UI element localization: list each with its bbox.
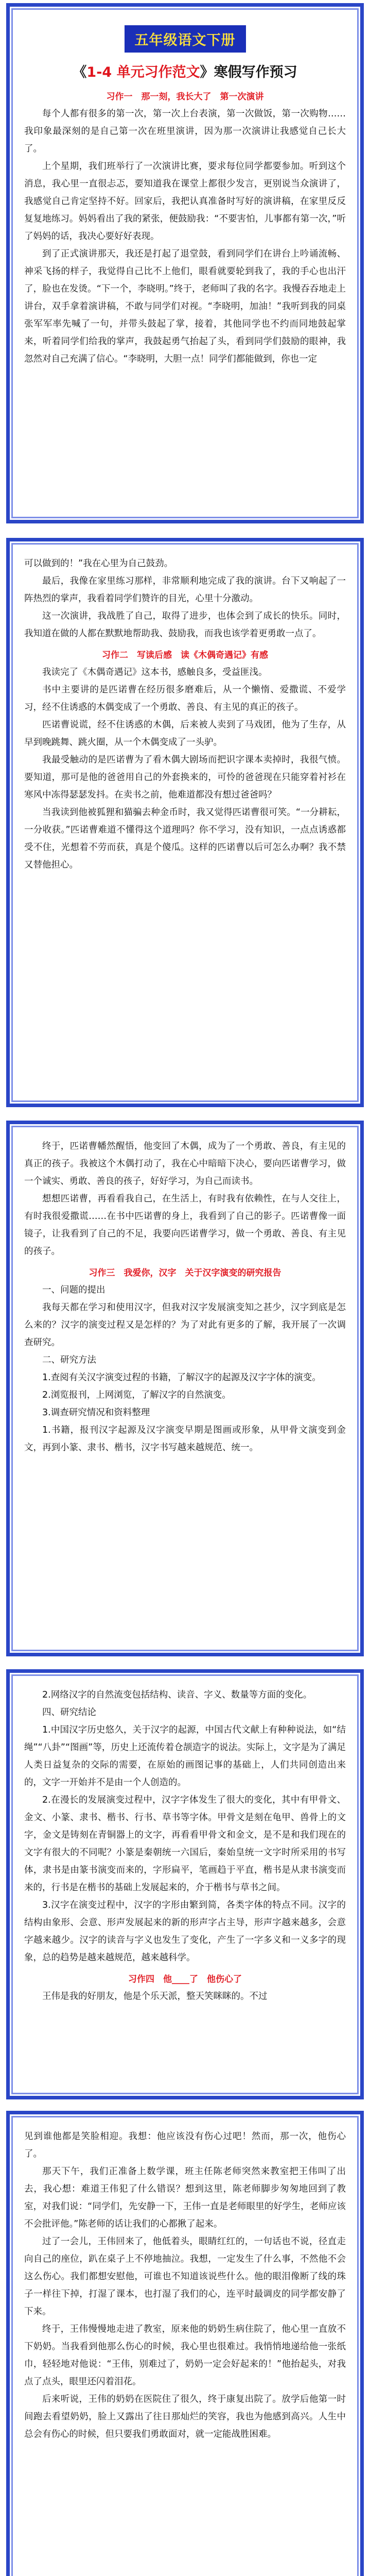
- paragraph: 匹诺曹说谎，经不住诱惑的木偶，后来被人卖到了马戏团，他为了生存，从早到晚跳舞、跳火圈，从一个木偶变成了一头驴。: [24, 720, 346, 748]
- paragraph: 当我读到他被狐狸和猫骗去种金币时，我又觉得匹诺曹很可笑。“一分耕耘，一分收获。”匹诺曹难道不懂得这个道理吗？你不学习，没有知识，一点点诱惑都受不住，光想着不劳而获，真是个傻瓜。这样的匹诺曹以后可怎么办啊？我不禁又替他担心。: [24, 807, 346, 870]
- essay-1-heading: 习作一 那一刻，我长大了 第一次演讲: [106, 92, 264, 102]
- essay-4-heading: 习作四 他____了 他伤心了: [128, 1974, 242, 1985]
- paragraph: 那天下午，我们正准备上数学课，班主任陈老师突然来教室把王伟叫了出去，我心想：难道王伟犯了什么错误？想到这里，陈老师脚步匆匆地回到了教室，对我们说：“同学们，先安静一下，王伟一直是老师眼里的好学生，老师应该不会批评他。”陈老师的话让我们的心都揪了起来。: [24, 2166, 346, 2229]
- paragraph: 上个星期，我们班举行了一次演讲比赛，要求每位同学都要参加。听到这个消息，我心里一直很忐忑，要知道我在课堂上都很少发言，更别说当众演讲了，我感觉自己肯定坚持不好。回家后，我把认真准备时写好的演讲稿，在家里反反复复地练习。妈妈看出了我的紧张，便鼓励我：“不要害怕，儿事都有第一次，”听了妈妈的话，我决心要好好表现。: [24, 161, 346, 242]
- paragraph: 后来听说，王伟的奶奶在医院住了很久，终于康复出院了。放学后他第一时间跑去看望奶奶，脸上又露出了往日那灿烂的笑容，我也为他感到高兴。人生中总会有伤心的时候，但只要我们勇敢面对，就一定能战胜困难。: [24, 2394, 346, 2439]
- section-heading: 四、研究结论: [42, 1707, 96, 1718]
- paragraph: 我每天都在学习和使用汉字，但我对汉字发展演变知之甚少，汉字到底是怎么来的？汉字的演变过程又是怎样的？为了对此有更多的了解，我开展了一次调查研究。: [24, 1302, 346, 1348]
- grade-banner: 五年级语文下册: [125, 25, 246, 53]
- paragraph: 到了正式演讲那天，我还是打起了退堂鼓，看到同学们在讲台上吟诵流畅、神采飞扬的样子，我觉得自己比不上他们，眼看就要轮到我了，我的手心也出汗了，脸也在发烫。“下一个，李晓明。”终于，老师叫了我的名字。我慢吞吞地走上讲台，双手拿着演讲稿，不敢与同学们对视。“李晓明，加油！”我听到我的同桌张军军率先喊了一句，并带头鼓起了掌，接着，其他同学也不约而同地鼓起掌来，听着同学们给我的掌声，我鼓起勇气抬起了头，看到同学们鼓励的眼神，我忽然对自己充满了信心。“李晓明，大胆一点！同学们都能做到，你也一定: [24, 249, 346, 364]
- paragraph: 可以做到的！”我在心里为自己鼓劲。: [24, 558, 173, 569]
- paragraph: 终于，匹诺曹幡然醒悟，他变回了木偶，成为了一个勇敢、善良，有主见的真正的孩子。我被这个木偶打动了，我在心中暗暗下决心，要向匹诺曹学习，做一个诚实、勇敢、善良的孩子，好好学习，为自己而读书。: [24, 1141, 346, 1187]
- panel-4: [6, 1669, 364, 2099]
- paragraph: 这一次演讲，我战胜了自己，取得了进步，也体会到了成长的快乐。同时，我知道在做的人都在默默地帮助我、鼓励我，而我也该学着更勇敢一点了。: [24, 611, 346, 639]
- panel-1: [6, 3, 364, 523]
- paragraph: 我最受触动的是匹诺曹为了看木偶大剧场而把识字课本卖掉时，我很气愤。要知道，那可是他的爸爸用自己的外套换来的，可怜的爸爸现在只能穿着衬衫在寒风中冻得瑟瑟发抖。在卖书之前，他难道都没有想过爸爸吗？: [24, 755, 346, 800]
- panel-5: [6, 2111, 364, 2576]
- essay-2-heading: 习作二 写读后感 读《木偶奇遇记》有感: [102, 650, 268, 660]
- section-heading: 二、研究方法: [42, 1355, 96, 1365]
- paragraph: 2.网络汉字的自然流变包括结构、读音、字义、数量等方面的变化。: [42, 1690, 312, 1700]
- page-title: [24, 61, 346, 81]
- paragraph: 3.汉字在演变过程中，汉字的字形由繁到简，各类字体的特点不同。汉字的结构由象形、会意、形声发展起来的新的形声字占主导，形声字越来越多，会意字越来越少。汉字的读音与字义也发生了变化，产生了一字多义和一义多字的现象，总的趋势是越来越规范，越来越科学。: [24, 1900, 346, 1963]
- paragraph: 想想匹诺曹，再看看我自己，在生活上，有时我有依赖性，在与人交往上，有时我很爱撒谎……在书中匹诺曹的身上，我看到了自己的影子。匹诺曹像一面镜子，让我看到了自己的不足，我要向匹诺曹学习，做一个勇敢、善良、有主见的孩子。: [24, 1194, 346, 1257]
- paragraph: 1.查阅有关汉字演变过程的书籍，了解汉字的起源及汉字字体的演变。: [42, 1372, 321, 1383]
- paragraph: 最后，我像在家里练习那样，非常顺利地完成了我的演讲。台下又响起了一阵热烈的掌声，我看着同学们赞许的目光，心里十分激动。: [24, 576, 346, 604]
- paragraph: 每个人都有很多的第一次，第一次上台表演，第一次做饭，第一次购物……我印象最深刻的是自己第一次在班里演讲，因为那一次演讲让我感觉自己长大了。: [24, 109, 346, 154]
- section-heading: 一、问题的提出: [42, 1285, 105, 1295]
- title-highlight: 1-4 单元习作范文: [86, 64, 200, 80]
- paragraph: 书中主要讲的是匹诺曹在经历很多磨难后，从一个懒惰、爱撒谎、不爱学习，经不住诱惑的木偶变成了一个勇敢、善良、有主见的真正的孩子。: [24, 685, 346, 713]
- paragraph: 见到谁他都是笑脸相迎。我想：他应该没有伤心过吧！然而，那一次，他伤心了。: [24, 2131, 346, 2159]
- title-suffix: 》寒假写作预习: [200, 64, 297, 80]
- panel-3: [6, 1121, 364, 1656]
- paragraph: 3.调查研究情况和资料整理: [42, 1408, 150, 1418]
- paragraph: 1.中国汉字历史悠久，关于汉字的起源，中国古代文献上有种种说法，如“结绳”“八卦”“图画”等，历史上还流传着仓颉造字的说法。实际上，文字是为了满足人类日益复杂的交际的需要，在原始的画图记事的基础上，人们共同创造出来的，文字一开始并不是由一个人创造的。: [24, 1725, 346, 1788]
- paragraph: 2.浏览报刊，上网浏览，了解汉字的自然演变。: [42, 1390, 231, 1400]
- paragraph: 我读完了《木偶奇遇记》这本书，感触良多，受益匪浅。: [42, 667, 268, 677]
- banner-wrap: [24, 25, 346, 53]
- paragraph: 2.在漫长的发展演变过程中，汉字字体发生了很大的变化，其中有甲骨文、金文、小篆、隶书、楷书、行书、草书等字体。甲骨文是刻在龟甲、兽骨上的文字，金文是铸刻在青铜器上的文字，再看看甲骨文和金文，是不是和我们现在的文字有很大的不同呢？小篆是秦朝统一六国后，秦始皇统一文字时所采用的书写体，隶书是由篆书演变而来的，字形扁平，笔画趋于平直，楷书是从隶书演变而来的，行书是在楷书的基础上发展起来的，介于楷书与草书之间。: [24, 1795, 346, 1893]
- paragraph: 终于，王伟慢慢地走进了教室，原来他的奶奶生病住院了，他心里一直放不下奶奶。当我看到他那么伤心的时候，我心里也很难过。我悄悄地递给他一张纸巾，轻轻地对他说：“王伟，别难过了，奶奶一定会好起来的！”他抬起头，对我点了点头，眼里还闪着泪花。: [24, 2324, 346, 2387]
- paragraph: 过了一会儿，王伟回来了，他低着头，眼睛红红的，一句话也不说，径直走向自己的座位，趴在桌子上不停地抽泣。我想，一定发生了什么事，不然他不会这么伤心。我们都想安慰他，可谁也不知道该说些什么。他的眼泪像断了线的珠子一样往下掉，打湿了课本，也打湿了我们的心，连平时最调皮的同学都安静了下来。: [24, 2236, 346, 2317]
- paragraph: 王伟是我的好朋友，他是个乐天派，整天笑眯眯的。不过: [42, 1991, 268, 2002]
- title-prefix: 《: [73, 64, 87, 80]
- paragraph: 1.书籍，报刊汉字起源及汉字演变早期是图画或形象，从甲骨文演变到金文，再到小篆、隶书、楷书，汉字书写越来越规范、统一。: [24, 1425, 346, 1453]
- essay-3-heading: 习作三 我爱你，汉字 关于汉字演变的研究报告: [89, 1268, 281, 1278]
- panel-2: [6, 538, 364, 1107]
